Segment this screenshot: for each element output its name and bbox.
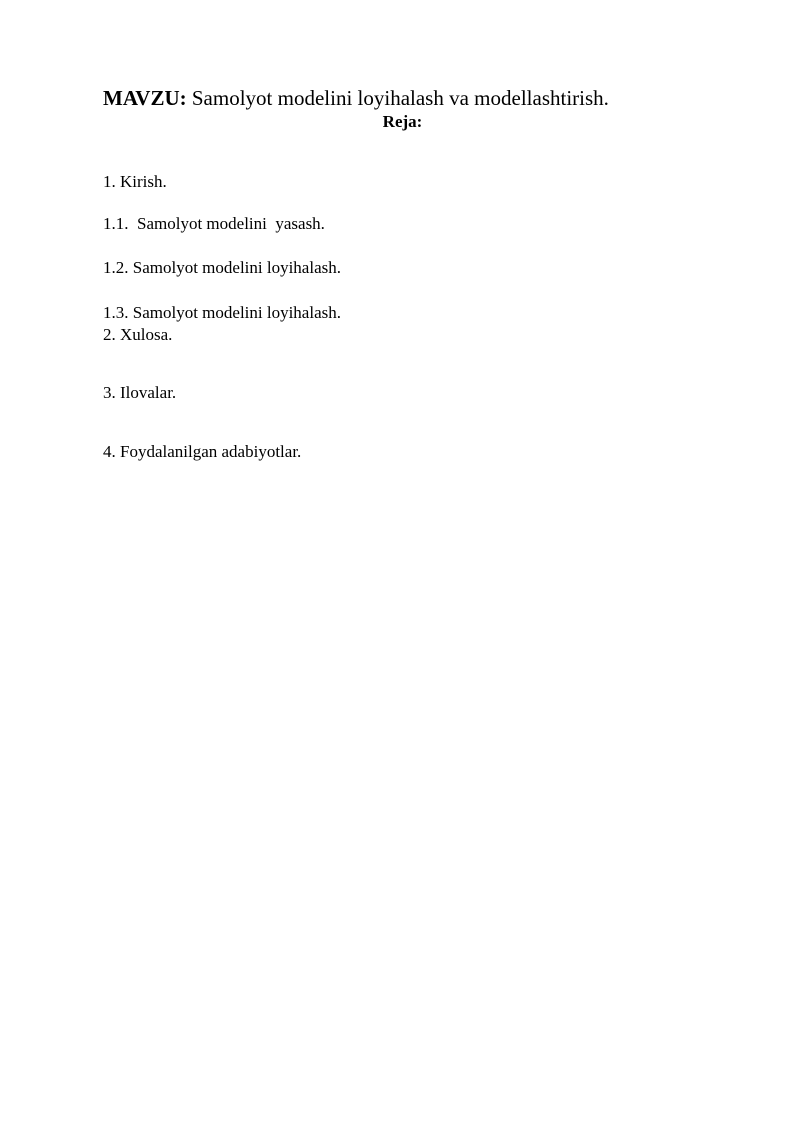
title-label: MAVZU: — [103, 86, 187, 110]
plan-item: 2. Xulosa. — [103, 325, 173, 344]
document-title — [103, 84, 609, 112]
plan-item: 1.3. Samolyot modelini loyihalash. — [103, 303, 341, 322]
plan-heading: Reja: — [382, 112, 423, 131]
title-text: Samolyot modelini loyihalash va modellashtirish. — [186, 86, 609, 110]
plan-item: 1.2. Samolyot modelini loyihalash. — [103, 258, 341, 277]
plan-item: 1. Kirish. — [103, 172, 167, 191]
plan-item: 1.1. Samolyot modelini yasash. — [103, 214, 325, 233]
plan-item: 4. Foydalanilgan adabiyotlar. — [103, 442, 302, 461]
plan-item: 3. Ilovalar. — [103, 383, 177, 402]
